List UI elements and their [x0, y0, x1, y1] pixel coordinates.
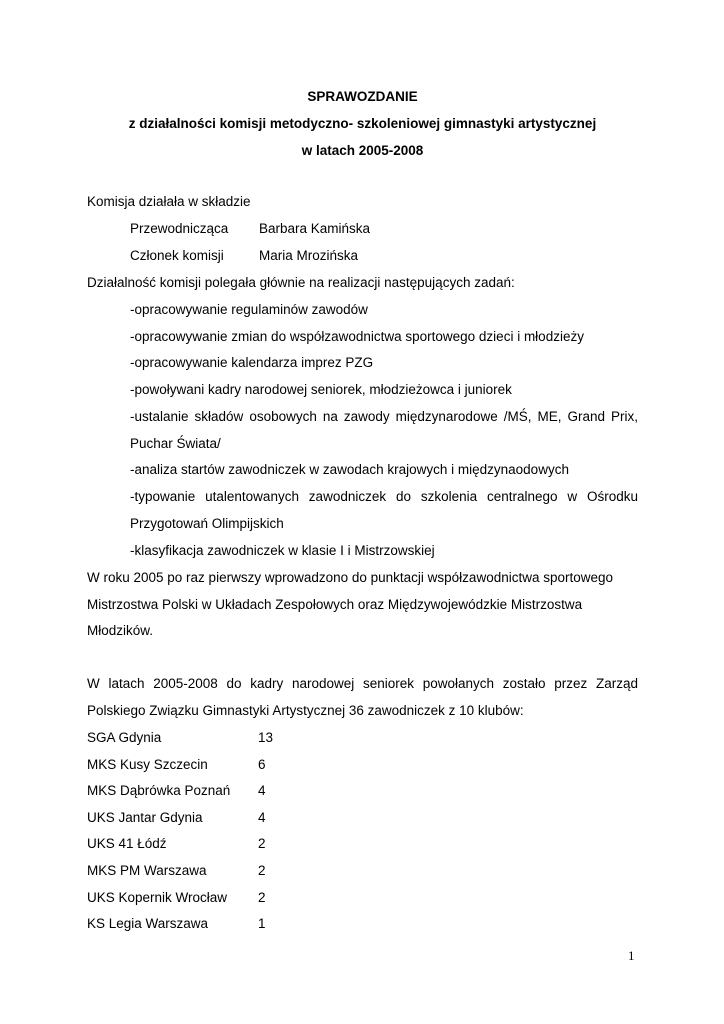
task-item: Przygotowań Olimpijskich: [130, 516, 284, 531]
club-name: MKS Kusy Szczecin: [87, 757, 208, 772]
club-count: 6: [258, 757, 266, 772]
club-count: 2: [258, 890, 266, 905]
paragraph-line: Młodzików.: [87, 623, 154, 638]
member-name: Maria Mrozińska: [259, 248, 359, 263]
member-role: Przewodnicząca: [130, 221, 229, 236]
club-count: 2: [258, 863, 266, 878]
task-item: -opracowywanie zmian do współzawodnictwa sportowego dzieci i młodzieży: [130, 329, 584, 344]
task-item: -analiza startów zawodniczek w zawodach krajowych i międzynaodowych: [130, 462, 569, 477]
document-years: w latach 2005-2008: [301, 143, 424, 158]
paragraph-line: Mistrzostwa Polski w Układach Zespołowych oraz Międzywojewódzkie Mistrzostwa: [87, 597, 583, 612]
club-name: KS Legia Warszawa: [87, 916, 209, 931]
member-role: Członek komisji: [130, 248, 224, 263]
task-item: Puchar Świata/: [130, 436, 221, 451]
club-count: 1: [258, 916, 266, 931]
club-count: 4: [258, 810, 266, 825]
club-name: UKS 41 Łódź: [87, 836, 167, 851]
club-name: UKS Jantar Gdynia: [87, 810, 203, 825]
task-item: -typowanie utalentowanych zawodniczek do szkolenia centralnego w Ośrodku: [130, 489, 638, 504]
club-count: 13: [258, 730, 274, 745]
paragraph-line: W latach 2005-2008 do kadry narodowej seniorek powołanych zostało przez Zarząd: [87, 676, 638, 691]
paragraph-line: W roku 2005 po raz pierwszy wprowadzono do punktacji współzawodnictwa sportowego: [87, 570, 614, 585]
club-name: MKS Dąbrówka Poznań: [87, 783, 231, 798]
document-subtitle: z działalności komisji metodyczno- szkoleniowej gimnastyki artystycznej: [128, 116, 597, 131]
tasks-intro: Działalność komisji polegała głównie na realizacji następujących zadań:: [87, 275, 515, 290]
page-number: 1: [628, 948, 635, 963]
committee-intro: Komisja działała w składzie: [87, 194, 251, 209]
club-name: MKS PM Warszawa: [87, 863, 207, 878]
paragraph-line: Polskiego Związku Gimnastyki Artystycznej 36 zawodniczek z 10 klubów:: [87, 703, 524, 718]
member-name: Barbara Kamińska: [259, 221, 371, 236]
task-item: -ustalanie składów osobowych na zawody międzynarodowe /MŚ, ME, Grand Prix,: [130, 409, 638, 424]
club-count: 2: [258, 836, 266, 851]
club-name: SGA Gdynia: [87, 730, 162, 745]
club-count: 4: [258, 783, 266, 798]
task-item: -opracowywanie regulaminów zawodów: [130, 302, 368, 317]
task-item: -opracowywanie kalendarza imprez PZG: [130, 355, 374, 370]
task-item: -powoływani kadry narodowej seniorek, młodzieżowca i juniorek: [130, 382, 512, 397]
document-title: SPRAWOZDANIE: [307, 89, 418, 104]
task-item: -klasyfikacja zawodniczek w klasie I i Mistrzowskiej: [130, 543, 435, 558]
club-name: UKS Kopernik Wrocław: [87, 890, 228, 905]
